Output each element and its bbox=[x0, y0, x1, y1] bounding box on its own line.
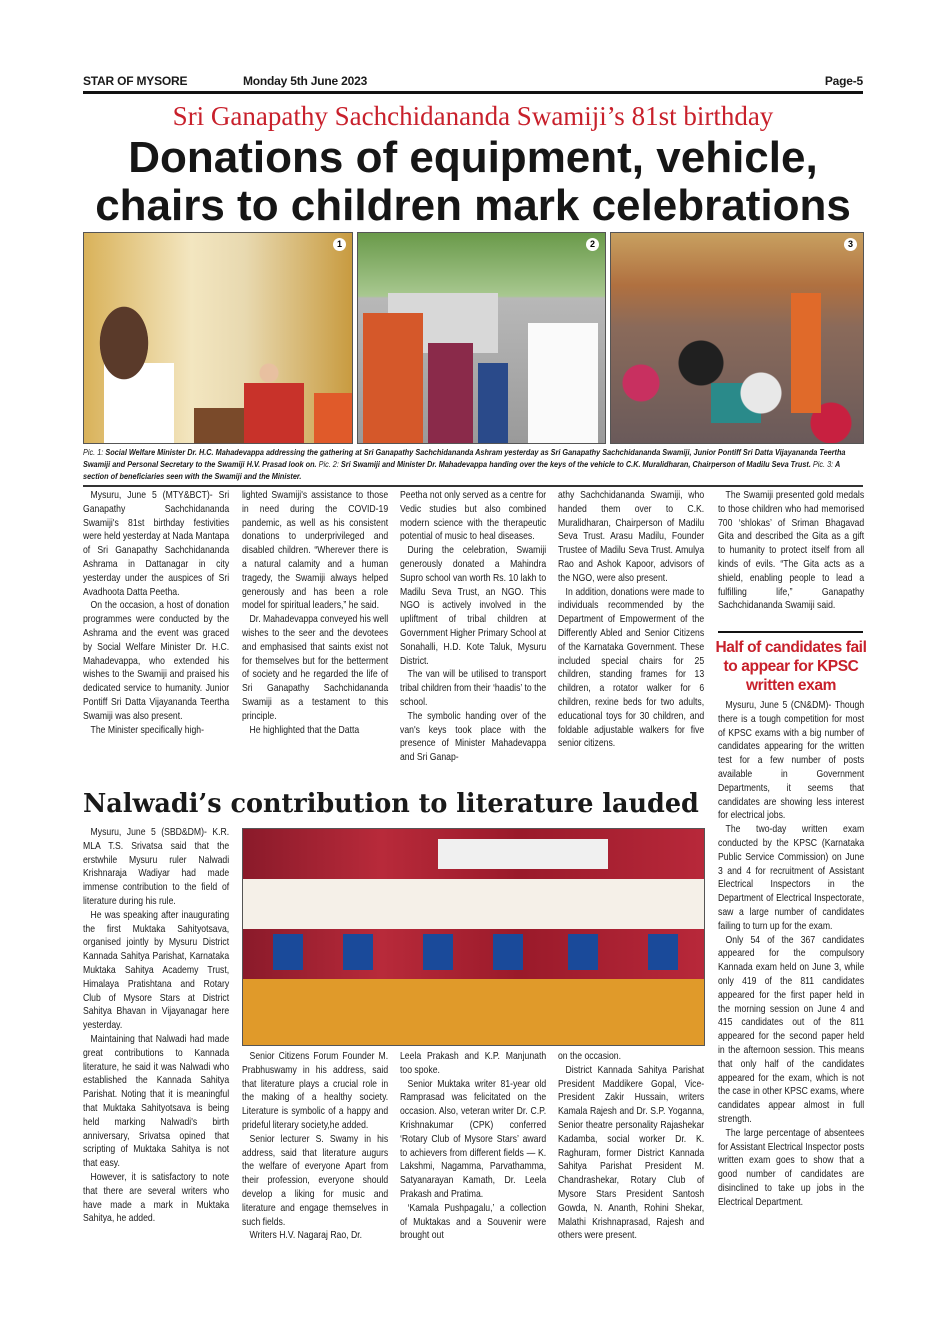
photo-number-badge: 3 bbox=[844, 238, 857, 251]
paragraph: Mysuru, June 5 (MTY&BCT)- Sri Ganapathy Sachchidananda Swamiji's 81st birthday festivities were held yesterday at Nada Mantapa of Sri Ganapathy Sachchidananda Ashrama in Dattanagar in city yesterday under the auspices of Sri Avadhoota Datta Peetha. bbox=[83, 490, 230, 598]
main-story-column-2 bbox=[242, 489, 388, 737]
main-story-column-5 bbox=[718, 489, 864, 613]
kpsc-headline: Half of candidates fail to appear for KPSC written exam bbox=[715, 639, 867, 694]
caption-text: A section of beneficiaries seen with the Swamiji and the Minister. bbox=[83, 459, 840, 481]
page-number: Page-5 bbox=[824, 74, 863, 88]
paragraph: On the occasion, a host of donation programmes were conducted by the Ashrama and the event was graced by Social Welfare Minister Dr. H.C. Mahadevappa, who extended his wishes to the Swamiji and praised his dedicated service to humanity. Junior Pontiff Sri Datta Vijayananda Teertha Swamiji was also present. bbox=[83, 600, 230, 722]
main-story-column-4 bbox=[558, 489, 704, 751]
caption-label: Pic. 3: bbox=[812, 459, 834, 469]
caption-rule bbox=[83, 485, 863, 487]
main-headline bbox=[70, 134, 876, 230]
photo-beneficiaries bbox=[610, 232, 864, 444]
paragraph: The large percentage of absentees for Assistant Electrical Inspector posts written exam goes to show that a good number of candidates are disinclined to take up jobs in the Electrical Department. bbox=[718, 1127, 865, 1208]
photo-sahityotsava-awardees bbox=[242, 828, 705, 1046]
paragraph: The van will be utilised to transport tribal children from their ‘haadis’ to the school. bbox=[400, 669, 547, 708]
headline-line-2: chairs to children mark celebrations bbox=[95, 181, 851, 230]
caption-text: Social Welfare Minister Dr. H.C. Mahadevappa addressing the gathering at Sri Ganapathy Sachchidananda Ashram yesterday as Sri Ganapathy Sachchidananda Swamiji, Junior Pontiff Sri Datta Vijayananda Teertha Swamiji and Personal Secretary to the Swamiji H.V. Prasad look on. bbox=[83, 447, 846, 469]
paragraph: The symbolic handing over of the van's keys took place with the presence of Minister Mahadevappa and Sri Ganap- bbox=[400, 710, 547, 764]
story-kicker: Sri Ganapathy Sachchidananda Swamiji’s 81st birthday bbox=[172, 101, 774, 131]
paragraph: Maintaining that Nalwadi had made great contributions to Kannada literature, he said it was Nalwadi who established the Kannada Sahitya Parishat. Noting that it is meaningful that Muktaka Sahityotsava is being held marking Nalwadi's birth anniversary, Srivatsa opined that scripting of Muktaka Sahitya is not that easy. bbox=[83, 1033, 230, 1170]
paragraph: Peetha not only served as a centre for Vedic studies but also combined modern science with the therapeutic potential of music to heal diseases. bbox=[400, 490, 547, 543]
paragraph: on the occasion. bbox=[558, 1051, 621, 1062]
nalwadi-story-column-4 bbox=[558, 1050, 704, 1243]
paragraph: Leela Prakash and K.P. Manjunath too spoke. bbox=[400, 1051, 547, 1076]
masthead bbox=[83, 74, 863, 90]
main-story-column-3 bbox=[400, 489, 546, 765]
paragraph: Writers H.V. Nagaraj Rao, Dr. bbox=[249, 1230, 363, 1242]
photo-number-badge: 1 bbox=[333, 238, 346, 251]
paragraph: In addition, donations were made to individuals recommended by the Department of Empowerment of the Differently Abled and Senior Citizens of the Karnataka Government. These included special chairs for 25 children, standing frames for 13 children, a rotator walker for 6 children, rexine beds for two adults, educational toys for 30 children, and foldable adjustable walkers for five senior citizens. bbox=[558, 586, 705, 750]
paragraph: However, it is satisfactory to note that there are several writers who have made a mark in Muktaka Sahitya, he added. bbox=[83, 1171, 230, 1225]
paragraph: He highlighted that the Datta bbox=[249, 724, 360, 736]
paragraph: The two-day written exam conducted by the KPSC (Karnataka Public Service Commission) on June 3 and 4 for recruitment of Assistant Electrical Inspectors in the Department of Electrical Inspectorate, saw a large number of candidates failing to turn up for the exam. bbox=[718, 824, 865, 932]
nalwadi-headline: Nalwadi’s contribution to literature lauded bbox=[83, 789, 699, 819]
paragraph: lighted Swamiji's assistance to those in need during the COVID-19 pandemic, as well as his consistent donations to underprivileged and disabled children. “Wherever there is a natural calamity and a human tragedy, the Swamiji always helped generously and has been a role model for spiritual leaders,” he said. bbox=[242, 490, 389, 612]
nalwadi-story-column-3 bbox=[400, 1050, 546, 1243]
story-divider bbox=[718, 631, 863, 633]
nalwadi-story-column-2 bbox=[242, 1050, 388, 1243]
photo-caption bbox=[83, 446, 863, 482]
paragraph: Dr. Mahadevappa conveyed his well wishes to the seer and the devotees and emphasised that saints exist not for themselves but for the betterment of society and he regarded the life of Sri Ganapathy Sachchidananda Swamiji as a testament to this principle. bbox=[242, 614, 389, 722]
nalwadi-story-column-1 bbox=[83, 826, 229, 1226]
issue-date: Monday 5th June 2023 bbox=[243, 74, 368, 88]
headline-line-1: Donations of equipment, vehicle, bbox=[128, 133, 818, 182]
paragraph: Mysuru, June 5 (CN&DM)- Though there is a tough competition for most of KPSC exams with a big number of candidates appearing for the written test for a few number of posts available in Government Departments, it seems that candidates are showing less interest for electrical jobs. bbox=[718, 700, 865, 822]
caption-label: Pic. 1: bbox=[83, 447, 104, 457]
paragraph: District Kannada Sahitya Parishat President Maddikere Gopal, Vice-President Zakir Hussain, writers Kamala Rajesh and Dr. S.P. Yoganna, Senior theatre personality Rajashekar Kadamba, social worker Dr. K. Raghuram, former District Kannada Sahitya Parishat President M. Chandrashekar, Rotary Club of Mysore Stars President Santosh Gowda, N. Ananth, Rohini Shekar, Malathi Krishnaprasad, Rajesh and others were present. bbox=[558, 1064, 705, 1242]
paragraph: Senior Citizens Forum Founder M. Prabhuswamy in his address, said that literature plays a crucial role in the making of a healthy society. Literature is symbolic of a happy and prideful literary society,he added. bbox=[242, 1051, 389, 1131]
paragraph: The Minister specifically high- bbox=[90, 724, 205, 736]
paragraph: He was speaking after inaugurating the first Muktaka Sahityotsava, organised jointly by Mysuru District Kannada Sahitya Parishat, Karnataka Muktaka Sahitya Academy Trust, Himalaya Pratishtana and Rotary Club of Mysore Stars at District Sahitya Bhavan in Vijayanagar here yesterday. bbox=[83, 909, 230, 1032]
caption-text: Sri Swamiji and Minister Dr. Mahadevappa handing over the keys of the vehicle to C.K. Muralidharan, Chairperson of Madilu Seva Trust. bbox=[340, 459, 811, 469]
main-story-column-1 bbox=[83, 489, 229, 737]
photo-number-badge: 2 bbox=[586, 238, 599, 251]
paragraph: During the celebration, Swamiji generously donated a Mahindra Supro school van worth Rs. 10 lakh to Madilu Seva Trust, an NGO. This NGO is actively involved in the upliftment of tribal children at Government Higher Primary School at Sonahalli, H.D. Kote Taluk, Mysuru District. bbox=[400, 545, 547, 667]
photo-van-keys-handover bbox=[357, 232, 606, 444]
paragraph: Senior lecturer S. Swamy in his address, said that literature augurs the welfare of everyone Apart from their profession, everyone should develop a liking for music and literature and engage themselves in such fields. bbox=[242, 1133, 389, 1228]
paragraph: Senior Muktaka writer 81-year old Ramprasad was felicitated on the occasion. Also, veteran writer Dr. C.P. Krishnakumar (CPK) conferred ‘Rotary Club of Mysore Stars’ award to achievers from different fields — K. Lakshmi, Nagamma, Parvathamma, Satyanarayan Kamath, Dr. Leela Prakash and Pratima. bbox=[400, 1078, 547, 1200]
kpsc-story-column bbox=[718, 699, 864, 1209]
newspaper-name: STAR OF MYSORE bbox=[83, 74, 188, 88]
masthead-rule bbox=[83, 91, 863, 94]
paragraph: Mysuru, June 5 (SBD&DM)- K.R. MLA T.S. Srivatsa said that the erstwhile Mysuru ruler Nalwadi Krishnaraja Wadiyar had made immense contribution to the field of literature during his rule. bbox=[83, 827, 230, 907]
photo-minister-addressing bbox=[83, 232, 353, 444]
paragraph: The Swamiji presented gold medals to those children who had memorised 700 ‘shlokas’ of Sriman Bhagavad Gita and described the Gita as a gift to humanity to protect itself from all kinds of evils. “The Gita acts as a shield, enabling people to lead a fulfilling life,” Ganapathy Sachchidananda Swamiji said. bbox=[718, 490, 865, 612]
paragraph: athy Sachchidananda Swamiji, who handed them over to C.K. Muralidharan, Chairperson of Madilu Seva Trust. Arasu Madilu, Founder Trustee of Madilu Seva Trust. Amulya Rao and Ashok Kapoor, advisors of the NGO, were also present. bbox=[558, 490, 705, 584]
paragraph: ‘Kamala Pushpagalu,’ a collection of Muktakas and a Souvenir were brought out bbox=[400, 1202, 547, 1242]
caption-label: Pic. 2: bbox=[318, 459, 339, 469]
paragraph: Only 54 of the 367 candidates appeared for the compulsory Kannada exam held on June 3, while only 419 of the 811 candidates appeared for the first paper held in the morning session on June 4 and 415 candidates out of the 811 appeared for the second paper held in the afternoon session. This means that only half of the candidates appeared for the exam, which is not the case in other KPSC exams, where candidates appear almost in full strength. bbox=[718, 934, 865, 1125]
